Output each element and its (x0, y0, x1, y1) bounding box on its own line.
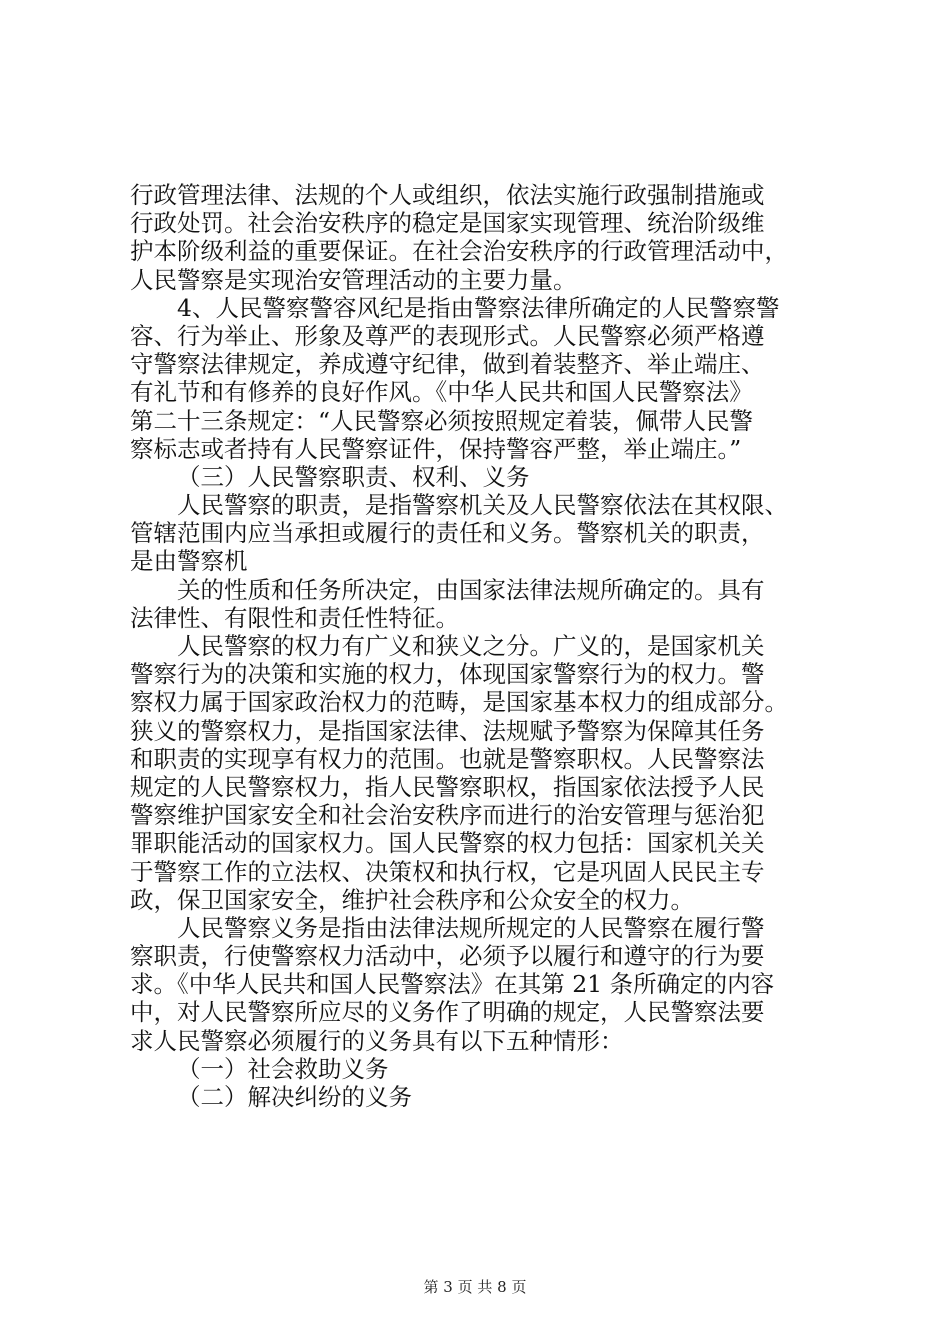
page-footer: 第 3 页 共 8 页 (423, 1278, 527, 1296)
text-line: 第二十三条规定：“人民警察必须按照规定着装，佩带人民警 (130, 406, 754, 435)
document-body (130, 181, 830, 1111)
text-line: 求。《中华人民共和国人民警察法》在其第 21 条所确定的内容 (130, 970, 775, 999)
text-line: 警察维护国家安全和社会治安秩序而进行的治安管理与惩治犯 (130, 801, 765, 830)
text-line: 求人民警察必须履行的义务具有以下五种情形： (130, 1026, 624, 1055)
text-line: 人民警察的权力有广义和狭义之分。广义的，是国家机关 (177, 632, 765, 660)
text-line: 政，保卫国家安全，维护社会秩序和公众安全的权力。 (130, 885, 694, 914)
text-line: 察权力属于国家政治权力的范畴，是国家基本权力的组成部分。 (130, 688, 788, 717)
text-line: 察标志或者持有人民警察证件，保持警容严整，举止端庄。” (130, 434, 742, 463)
text-line: 行政处罚。社会治安秩序的稳定是国家实现管理、统治阶级维 (130, 209, 765, 238)
text-line: （二）解决纠纷的义务 (177, 1083, 412, 1111)
text-line: 人民警察的职责，是指警察机关及人民警察依法在其权限、 (177, 491, 788, 520)
text-line: （一）社会救助义务 (177, 1054, 389, 1083)
text-line: 警察行为的决策和实施的权力，体现国家警察行为的权力。警 (130, 660, 765, 689)
text-line: 中，对人民警察所应尽的义务作了明确的规定，人民警察法要 (130, 998, 765, 1027)
text-line: 法律性、有限性和责任性特征。 (130, 603, 459, 632)
text-line: （三）人民警察职责、权利、义务 (177, 462, 530, 491)
text-line: 管辖范围内应当承担或履行的责任和义务。警察机关的职责， (130, 519, 765, 548)
text-line: 护本阶级利益的重要保证。在社会治安秩序的行政管理活动中， (130, 237, 788, 266)
text-line: 人民警察义务是指由法律法规所规定的人民警察在履行警 (177, 913, 765, 942)
text-line: 有礼节和有修养的良好作风。《中华人民共和国人民警察法》 (130, 378, 753, 407)
text-line: 容、行为举止、形象及尊严的表现形式。人民警察必须严格遵 (130, 321, 765, 350)
text-line: 察职责，行使警察权力活动中，必须予以履行和遵守的行为要 (130, 942, 765, 971)
text-line: 于警察工作的立法权、决策权和执行权，它是巩固人民民主专 (130, 857, 765, 886)
text-line: 狭义的警察权力，是指国家法律、法规赋予警察为保障其任务 (130, 716, 765, 745)
text-line: 行政管理法律、法规的个人或组织，依法实施行政强制措施或 (130, 181, 765, 209)
text-line: 守警察法律规定，养成遵守纪律，做到着装整齐、举止端庄、 (130, 350, 765, 379)
text-line: 规定的人民警察权力，指人民警察职权，指国家依法授予人民 (130, 772, 765, 801)
text-line: 是由警察机 (130, 547, 248, 576)
text-line: 罪职能活动的国家权力。国人民警察的权力包括：国家机关关 (130, 829, 765, 858)
text-line: 和职责的实现享有权力的范围。也就是警察职权。人民警察法 (130, 744, 765, 773)
text-line: 关的性质和任务所决定，由国家法律法规所确定的。具有 (177, 575, 765, 604)
text-line: 4、人民警察警容风纪是指由警察法律所确定的人民警察警 (177, 293, 780, 322)
text-line: 人民警察是实现治安管理活动的主要力量。 (130, 265, 577, 294)
